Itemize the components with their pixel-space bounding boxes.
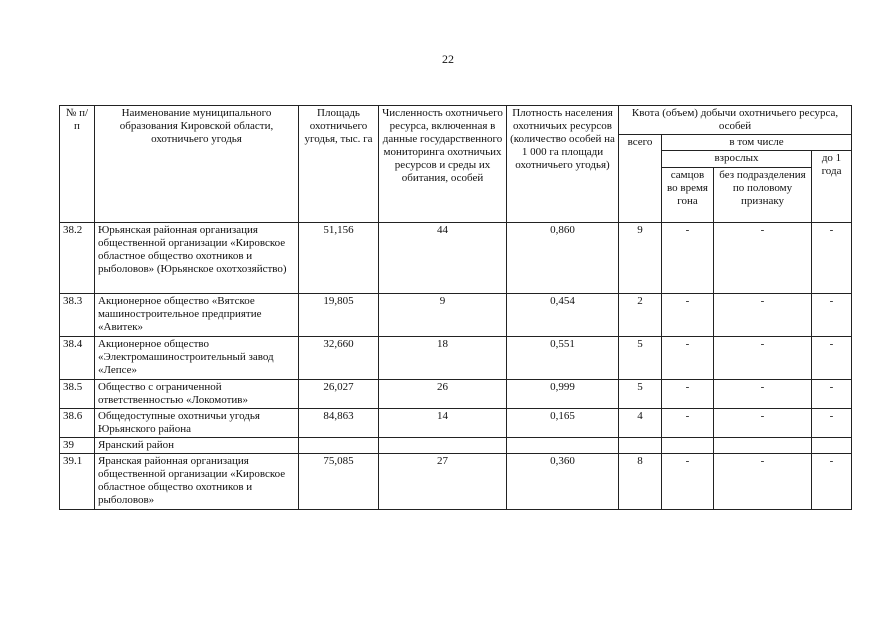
cell-total: 5 [619, 380, 662, 409]
cell-total: 9 [619, 223, 662, 294]
cell-males: - [662, 454, 714, 510]
cell-males [662, 438, 714, 454]
cell-males: - [662, 337, 714, 380]
cell-density: 0,454 [507, 294, 619, 337]
cell-density: 0,551 [507, 337, 619, 380]
cell-total: 5 [619, 337, 662, 380]
header-area: Площадь охотничьего угодья, тыс. га [299, 106, 379, 223]
cell-area: 75,085 [299, 454, 379, 510]
header-including: в том числе [662, 135, 852, 151]
cell-count: 18 [379, 337, 507, 380]
header-num: № п/п [60, 106, 95, 223]
cell-young: - [812, 294, 852, 337]
cell-density: 0,360 [507, 454, 619, 510]
cell-nodiv: - [714, 337, 812, 380]
cell-count: 14 [379, 409, 507, 438]
cell-num: 39.1 [60, 454, 95, 510]
cell-young: - [812, 454, 852, 510]
cell-count: 26 [379, 380, 507, 409]
cell-num: 39 [60, 438, 95, 454]
cell-young: - [812, 223, 852, 294]
header-adults: взрослых [662, 151, 812, 168]
cell-area: 19,805 [299, 294, 379, 337]
cell-males: - [662, 409, 714, 438]
hunting-quota-table [59, 105, 852, 510]
cell-total: 2 [619, 294, 662, 337]
table-row [60, 223, 852, 294]
header-density: Плотность населения охотничьих ресурсов (количество особей на 1 000 га площади охотничьего угодья) [507, 106, 619, 223]
cell-num: 38.6 [60, 409, 95, 438]
table-row [60, 409, 852, 438]
header-quota: Квота (объем) добычи охотничьего ресурса, особей [619, 106, 852, 135]
header-males-rut: самцов во время гона [662, 168, 714, 223]
cell-count: 27 [379, 454, 507, 510]
cell-density [507, 438, 619, 454]
cell-area: 26,027 [299, 380, 379, 409]
cell-nodiv: - [714, 294, 812, 337]
cell-nodiv: - [714, 409, 812, 438]
cell-name: Акционерное общество «Электромашиностроительный завод «Лепсе» [95, 337, 299, 380]
cell-nodiv: - [714, 380, 812, 409]
cell-count: 44 [379, 223, 507, 294]
table-row [60, 294, 852, 337]
page-number: 22 [442, 52, 454, 66]
cell-nodiv: - [714, 454, 812, 510]
cell-total: 8 [619, 454, 662, 510]
cell-nodiv: - [714, 223, 812, 294]
cell-density: 0,860 [507, 223, 619, 294]
cell-count: 9 [379, 294, 507, 337]
table-row [60, 454, 852, 510]
cell-males: - [662, 223, 714, 294]
cell-total: 4 [619, 409, 662, 438]
header-name: Наименование муниципального образования Кировской области, охотничьего угодья [95, 106, 299, 223]
cell-young: - [812, 337, 852, 380]
cell-young [812, 438, 852, 454]
cell-males: - [662, 294, 714, 337]
header-count: Численность охотничьего ресурса, включенная в данные государственного мониторинга охотничьих ресурсов и среды их обитания, особей [379, 106, 507, 223]
cell-males: - [662, 380, 714, 409]
cell-name: Юрьянская районная организация общественной организации «Кировское областное общество охотников и рыболовов» (Юрьянское охотхозяйство) [95, 223, 299, 294]
cell-name: Яранская районная организация общественной организации «Кировское областное общество охотников и рыболовов» [95, 454, 299, 510]
cell-density: 0,165 [507, 409, 619, 438]
header-no-sex-division: без подразделения по половому признаку [714, 168, 812, 223]
cell-count [379, 438, 507, 454]
cell-name: Общество с ограниченной ответственностью «Локомотив» [95, 380, 299, 409]
cell-area [299, 438, 379, 454]
cell-nodiv [714, 438, 812, 454]
table-row [60, 337, 852, 380]
cell-num: 38.3 [60, 294, 95, 337]
cell-total [619, 438, 662, 454]
table-row [60, 438, 852, 454]
cell-num: 38.4 [60, 337, 95, 380]
cell-area: 84,863 [299, 409, 379, 438]
header-row-1 [60, 106, 852, 135]
cell-area: 51,156 [299, 223, 379, 294]
cell-young: - [812, 380, 852, 409]
cell-name: Яранский район [95, 438, 299, 454]
cell-density: 0,999 [507, 380, 619, 409]
cell-num: 38.5 [60, 380, 95, 409]
table-row [60, 380, 852, 409]
cell-young: - [812, 409, 852, 438]
cell-name: Акционерное общество «Вятское машиностроительное предприятие «Авитек» [95, 294, 299, 337]
header-under-one: до 1 года [812, 151, 852, 223]
cell-area: 32,660 [299, 337, 379, 380]
cell-num: 38.2 [60, 223, 95, 294]
header-total: всего [619, 135, 662, 223]
cell-name: Общедоступные охотничьи угодья Юрьянского района [95, 409, 299, 438]
